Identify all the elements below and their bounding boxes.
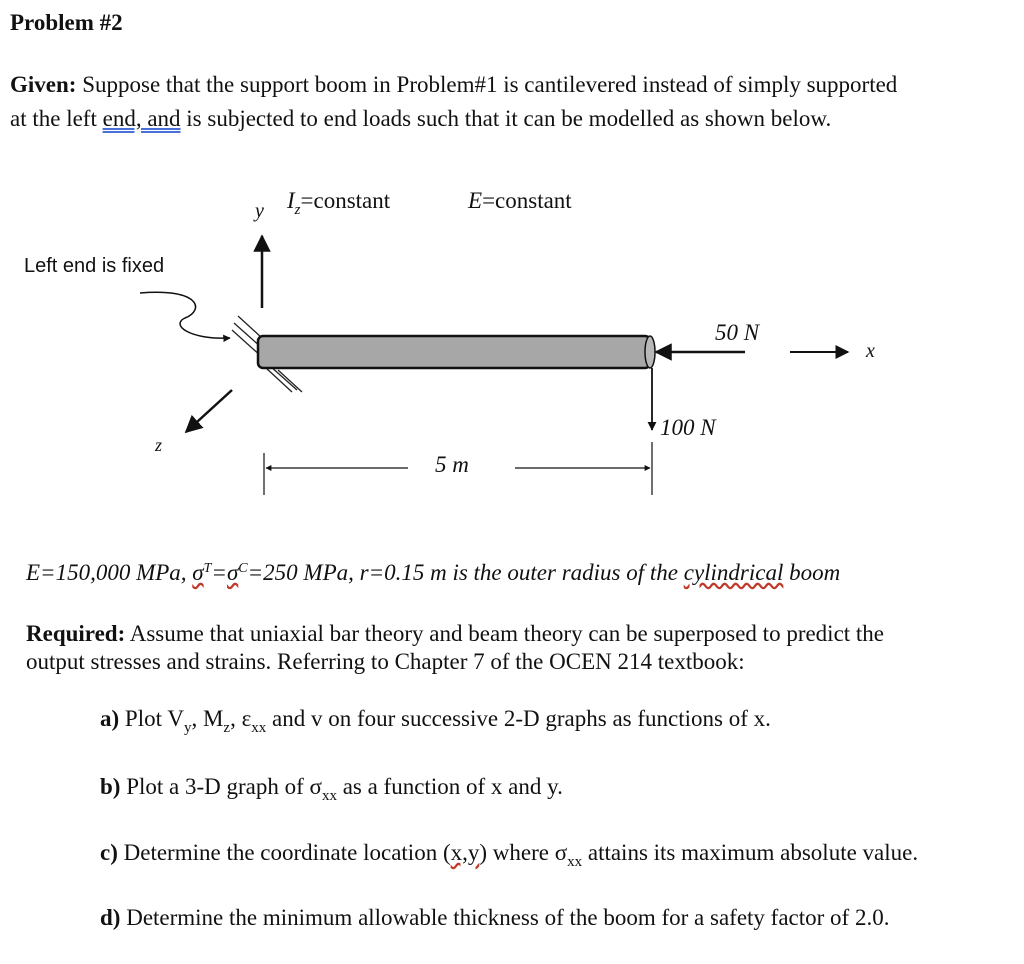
cylindrical-boom: [258, 336, 650, 368]
axial-load-label: 50 N: [715, 320, 760, 345]
problem-title: Problem #2: [10, 10, 123, 35]
material-parameters: E=150,000 MPa, $\sigma^T=\sigma^C=250$ MPa, r=0.15 m is the outer radius of the cylindrical boom: [26, 560, 841, 585]
z-axis-arrow: [186, 390, 232, 432]
required-line-2: output stresses and strains. Referring to Chapter 7 of the OCEN 214 textbook:: [26, 649, 745, 674]
given-line-1: [10, 68, 1020, 102]
given-line-2: [10, 102, 831, 136]
given-label: Given:: [10, 72, 77, 97]
fixed-end-leader-arrow: [140, 292, 230, 338]
item-a: a) Plot $V_y$, $M_z$, $\varepsilon_{xx}$ and v on four successive 2-D graphs as functions of x.: [100, 706, 771, 736]
required-line-1: Required: Assume that uniaxial bar theory and beam theory can be superposed to predict the: [26, 621, 885, 646]
item-c: c) Determine the coordinate location (x,y) where $\sigma_{xx}$ attains its maximum absolute value.: [100, 840, 919, 870]
given-text-2-underlined: end, and: [102, 106, 181, 131]
given-text-1: Suppose that the support boom in Problem#1 is cantilevered instead of simply supported: [82, 72, 898, 97]
given-text-2a: at the left: [10, 106, 103, 131]
fixed-end-label: Left end is fixed: [24, 255, 165, 277]
length-label: 5 m: [435, 452, 469, 477]
x-axis-label: x: [866, 340, 875, 362]
z-axis-label: z: [155, 435, 163, 455]
shear-load-label: 100 N: [660, 415, 716, 440]
item-d: d) Determine the minimum allowable thickness of the boom for a safety factor of 2.0.: [100, 905, 890, 930]
item-b: b) Plot a 3-D graph of $\sigma_{xx}$ as a function of x and y.: [100, 774, 563, 804]
y-axis-label: y: [255, 200, 264, 222]
iz-constant-label: $I_z=constant$: [287, 188, 391, 218]
boom-end-face: [645, 336, 655, 368]
required-label: Required:: [26, 621, 126, 646]
e-constant-label: E=constant: [468, 188, 572, 213]
given-text-2b: is subjected to end loads such that it can be modelled as shown below.: [180, 106, 832, 131]
